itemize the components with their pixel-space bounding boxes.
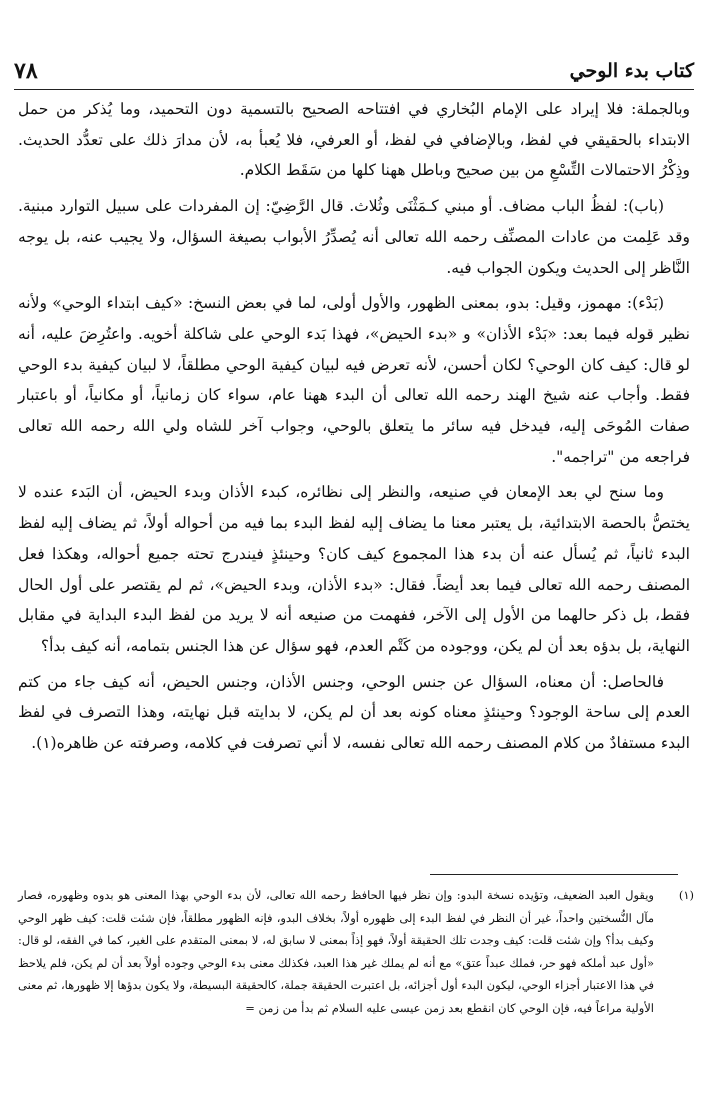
paragraph-conclusion: فالحاصل: أن معناه، السؤال عن جنس الوحي، وجنس الأذان، وجنس الحيض، أنه كيف جاء من كتم العدم إلى ساحة الوجود؟ وحينئذٍ معناه كونه بعد أن لم يكن، لا بدايته قبل نهايته، وهذا التصرف في لفظ البدء مستفادٌ من كلام المصنف رحمه الله تعالى نفسه، لا أني تصرفت في كلامه، وصرفته عن ظاهره(١). — [18, 672, 690, 753]
footnote-text: ويقول العبد الضعيف، وتؤيده نسخة البدو: وإن نظر فيها الحافظ رحمه الله تعالى، لأن بدء الوحي بهذا المعنى هو بدوه وظهوره، فصار مآل النُّسختين واحداً، غير أن النظر في لفظ البدء إلى ظهوره أولاً، بخلاف البدو، فإنه الظهور مطلقاً، فإن شئت قلت: كيف ظهر الوحي وكيف بدأ؟ وإن شئت قلت: كيف وجدت تلك الحقيقة أولاً، فهو إذاً بمعنى لا سابق له، لا بمعنى المتقدم على الغير، كما في الفقه، لو قال: «أول عبد أملكه فهو حر، فملك عبداً عتق» مع أنه لم يملك غير هذا العبد، فكذلك معنى بدء الوحي وجوده أولاً بعد أن لم يكن، فلم يلاحظ في هذا الاعتبار أجزاء الوحي، ليكون البدء أول أجزائه، بل اعتبرت الحقيقة جملة، كالحقيقة البسيطة، ولا يكون بدؤها إلا ظهورها، ثم معنى الأولية مراعاً فيه، فإن الوحي كان انقطع بعد زمن عيسى عليه السلام ثم بدأ من زمن = — [18, 888, 654, 1015]
footnote-section — [18, 884, 694, 1020]
paragraph-summary: وبالجملة: فلا إيراد على الإمام البُخاري في افتتاحه الصحيح بالتسمية دون التحميد، وما يُذكر من حمل الابتداء بالحقيقي في لفظ، وبالإضافي في لفظ، أو العرفي، فلا يُعبأ به، لأن مدارَ ذلك على تعدُّد الحديث. وذِكْرُ الاحتمالات التِّسْعِ من بين صحيح وباطل ههنا كلها من سَقَط الكلام. — [18, 100, 690, 180]
paragraph-bab: (باب): لفظُ الباب مضاف. أو مبني كـمَثْنَى وثُلاث. قال الرَّضِيّ: إن المفردات على سبيل التوارد مبنية. وقد عَلِمت من عادات المصنِّف رحمه الله تعالى أنه يُصدِّرُ الأبواب بصيغة السؤال، ولا يجيب عنه، بل يوجه النَّاظر إلى الحديث ويكون الجواب فيه. — [18, 197, 690, 277]
running-header — [14, 56, 694, 90]
paragraph-reflection: وما سنح لي بعد الإمعان في صنيعه، والنظر إلى نظائره، كبدء الأذان وبدء الحيض، أن البَدء عنده لا يختصُّ بالحصة الابتدائية، بل يعتبر معنا ما يضاف إليه لفظ البدء بما فيه من أحواله أولاً، ثم يضاف إليه لفظ البدء ثانياً، ثم يُسأل عنه أن بدء هذا المجموع كيف كان؟ وحينئذٍ فيندرج تحته جميع أحواله، وهكذا فعل المصنف رحمه الله تعالى فيما بعد أيضاً. فقال: «بدء الأذان، وبدء الحيض»، ثم لم يقتصر على أول الحال فقط، بل ذكر حالهما من الأول إلى الآخر، ففهمت من صنيعه أنه لا يريد من لفظ البدء البداية في مقابل النهاية، بل بدؤه بعد أن لم يكن، ووجوده من كَتْم العدم، فهو سؤال عن هذا الجنس بتمامه، أنه كيف بدأ؟ — [18, 483, 690, 655]
main-text — [18, 94, 690, 759]
header-divider — [14, 89, 694, 90]
book-title: كتاب بدء الوحي — [569, 60, 694, 82]
footnote-marker: (١) — [678, 888, 694, 902]
paragraph-bad: (بَدْء): مهموز، وقيل: بدو، بمعنى الظهور، والأول أولى، لما في بعض النسخ: «كيف ابتداء الوحي» ولأنه نظير قوله فيما بعد: «بَدْء الأذان» و «بدء الحيض»، فهذا بَدء الوحي على شاكلة أخويه. واعتُرِضَ عليه، أنه لو قال: كيف كان الوحي؟ لكان أحسن، لأنه تعرض فيه لبيان كيفية الوحي مطلقاً، لا لبيان كيفية بدء الوحي فقط. وأجاب عنه شيخ الهند رحمه الله تعالى أن البدء ههنا عام، سواء كان زمانياً، أو مكانياً، أو باعتبار صفات المُوحَى إليه، فيدخل فيه سائر ما يتعلق بالوحي، وجواب آخر للشاه ولي الله رحمه الله تعالى فراجعه من "تراجمه". — [18, 294, 690, 466]
page-number: ٧٨ — [14, 58, 38, 84]
footnote-divider — [430, 874, 678, 875]
